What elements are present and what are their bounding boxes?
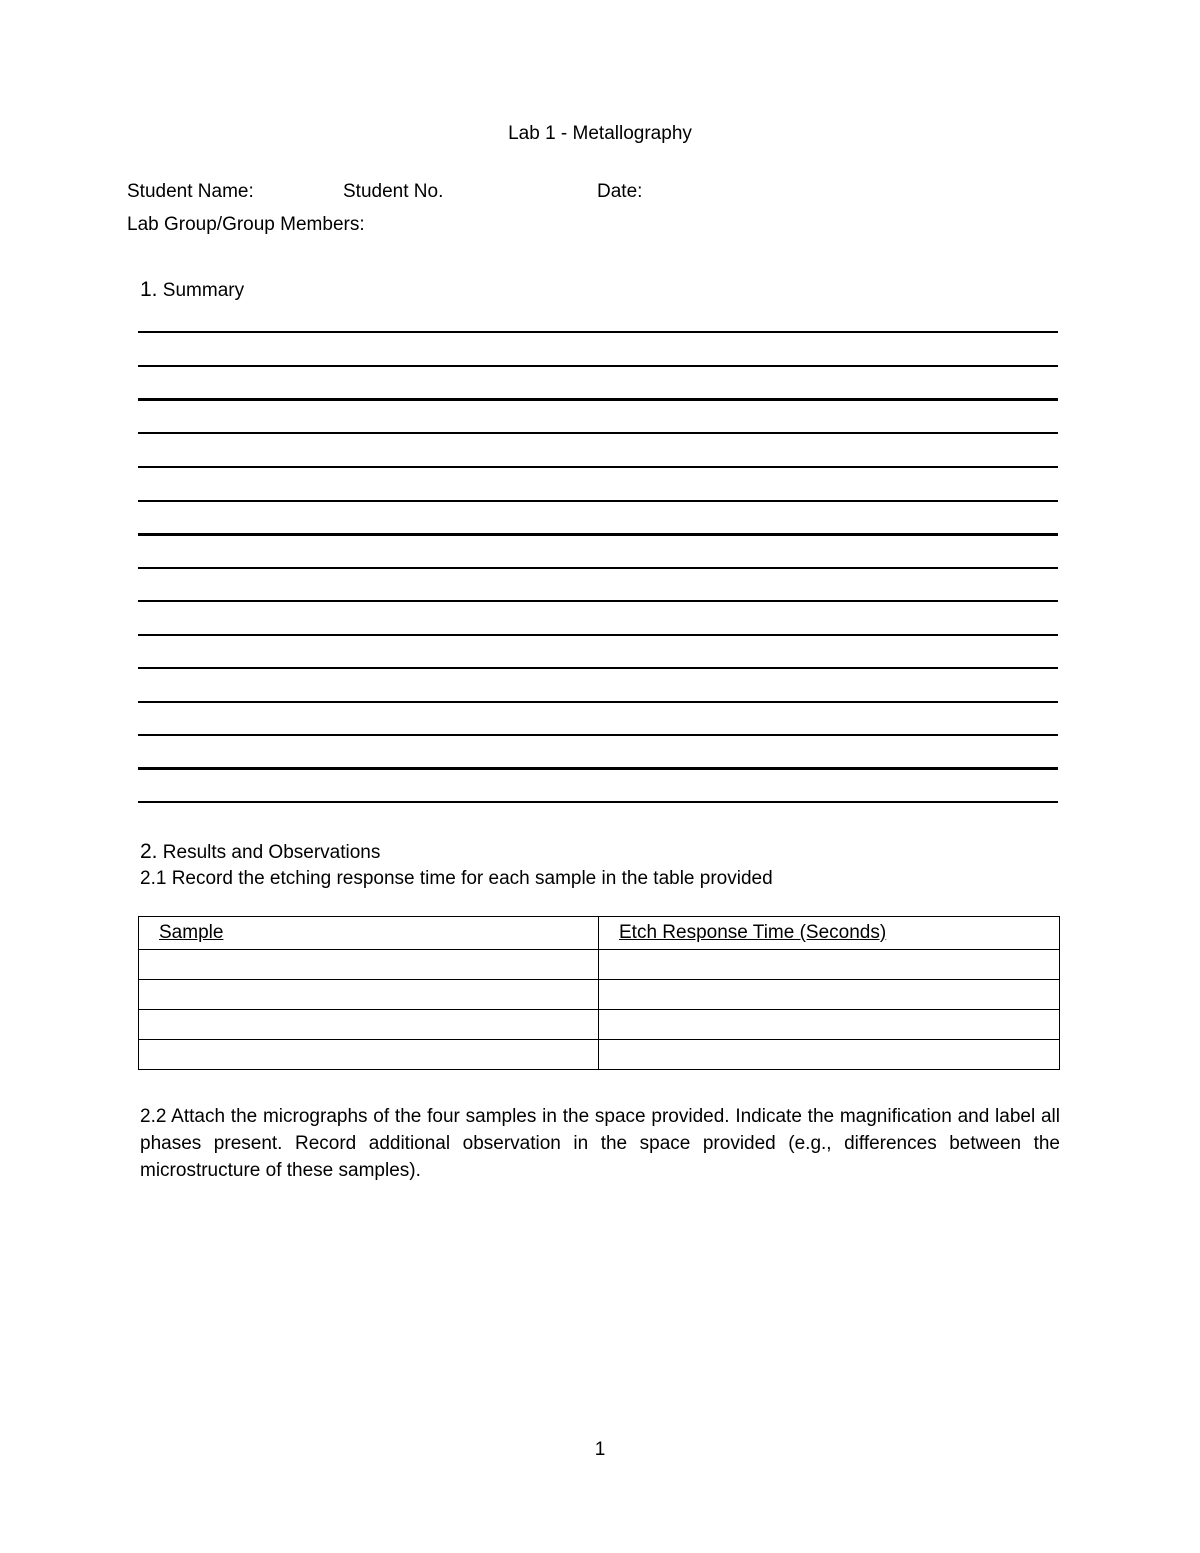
writing-line: [138, 667, 1058, 669]
document-title: Lab 1 - Metallography: [508, 123, 692, 144]
writing-line: [138, 500, 1058, 502]
section-2-heading: [140, 840, 380, 865]
writing-line: [138, 634, 1058, 636]
sample-cell[interactable]: [139, 980, 599, 1010]
table-row: [139, 1010, 1060, 1040]
writing-line: [138, 533, 1058, 536]
sample-column-header: Sample: [139, 917, 599, 950]
student-name-label: Student Name:: [127, 181, 254, 202]
section-2-title: Results and Observations: [162, 842, 381, 863]
writing-line: [138, 701, 1058, 703]
writing-line: [138, 767, 1058, 770]
writing-line: [138, 466, 1058, 468]
section-1-title: Summary: [162, 280, 245, 301]
section-2-number: 2.: [140, 840, 158, 863]
instruction-2-1: 2.1 Record the etching response time for each sample in the table provided: [140, 868, 773, 889]
section-1-number: 1.: [140, 278, 158, 301]
etch-time-cell[interactable]: [599, 1010, 1060, 1040]
writing-line: [138, 734, 1058, 736]
lab-group-label: Lab Group/Group Members:: [127, 214, 365, 235]
instruction-2-2: 2.2 Attach the micrographs of the four samples in the space provided. Indicate the magnification and label all phases present. Record additional observation in the space provided (e.g., differences between the microstructure of these samples).: [140, 1106, 1060, 1181]
etch-time-column-header: Etch Response Time (Seconds): [599, 917, 1060, 950]
sample-cell[interactable]: [139, 950, 599, 980]
writing-line: [138, 331, 1058, 333]
student-no-label: Student No.: [343, 181, 444, 202]
writing-line: [138, 600, 1058, 602]
etch-response-table: [138, 916, 1060, 1070]
table-row: [139, 950, 1060, 980]
page-number: 1: [594, 1439, 606, 1460]
writing-line: [138, 801, 1058, 803]
writing-line: [138, 432, 1058, 434]
date-label: Date:: [597, 181, 643, 202]
writing-line: [138, 567, 1058, 569]
sample-cell[interactable]: [139, 1010, 599, 1040]
writing-line: [138, 398, 1058, 401]
sample-cell[interactable]: [139, 1040, 599, 1070]
table-row: [139, 980, 1060, 1010]
writing-line: [138, 365, 1058, 367]
etch-time-cell[interactable]: [599, 980, 1060, 1010]
table-row: [139, 1040, 1060, 1070]
section-1-heading: [140, 278, 244, 303]
table-header-row: [139, 917, 1060, 950]
etch-time-cell[interactable]: [599, 1040, 1060, 1070]
etch-time-cell[interactable]: [599, 950, 1060, 980]
